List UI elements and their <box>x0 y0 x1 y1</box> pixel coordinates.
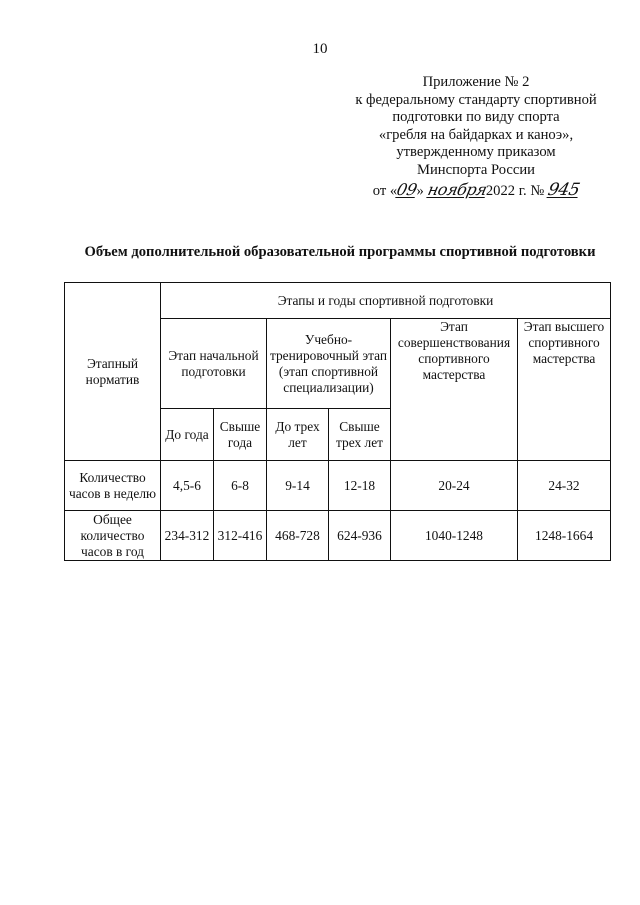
page-number: 10 <box>312 41 328 57</box>
table-row <box>65 461 611 511</box>
table-cell: 1040-1248 <box>391 511 518 561</box>
table-cell: 624-936 <box>329 511 391 561</box>
handwritten-month: ноября <box>425 179 488 199</box>
appendix-line: к федеральному стандарту спортивной <box>355 91 597 108</box>
order-date-line <box>340 181 612 201</box>
header-training-over-three: Свыше трех лет <box>329 409 391 461</box>
header-training-up-to-three: До трех лет <box>267 409 329 461</box>
table-cell: 1248-1664 <box>518 511 611 561</box>
header-initial-over-year: Свыше года <box>214 409 267 461</box>
handwritten-day: 09 <box>395 179 419 199</box>
table-cell: 234-312 <box>161 511 214 561</box>
table-cell: 4,5-6 <box>161 461 214 511</box>
table-cell: 12-18 <box>329 461 391 511</box>
header-initial-stage: Этап начальной подготовки <box>161 319 267 409</box>
table-row <box>65 511 611 561</box>
header-training-stage: Учебно-тренировочный этап (этап спортивной специализации) <box>267 319 391 409</box>
appendix-header <box>340 74 612 200</box>
table-cell: 312-416 <box>214 511 267 561</box>
program-volume-table <box>64 282 611 561</box>
appendix-line: Минспорта России <box>417 161 535 178</box>
header-stage-norm: Этапный норматив <box>65 283 161 461</box>
row-label: Количество часов в неделю <box>65 461 161 511</box>
table-cell: 6-8 <box>214 461 267 511</box>
appendix-line: утвержденному приказом <box>396 144 556 161</box>
date-quote-close: » <box>416 182 424 199</box>
header-initial-up-to-year: До года <box>161 409 214 461</box>
table-cell: 20-24 <box>391 461 518 511</box>
appendix-line: «гребля на байдарках и каноэ», <box>378 126 574 143</box>
table-cell: 468-728 <box>267 511 329 561</box>
date-prefix: от « <box>372 182 398 199</box>
header-perfection-stage: Этап совершенствования спортивного мастерства <box>391 319 518 461</box>
header-stages-group: Этапы и годы спортивной подготовки <box>161 283 611 319</box>
row-label: Общее количество часов в год <box>65 511 161 561</box>
header-higher-stage: Этап высшего спортивного мастерства <box>518 319 611 461</box>
year-and-number-label: 2022 г. № <box>485 182 545 199</box>
appendix-line: подготовки по виду спорта <box>392 109 560 126</box>
table-cell: 9-14 <box>267 461 329 511</box>
appendix-line: Приложение № 2 <box>422 74 530 90</box>
handwritten-order-number: 945 <box>546 179 582 200</box>
document-title: Объем дополнительной образовательной программы спортивной подготовки <box>84 244 596 260</box>
table-cell: 24-32 <box>518 461 611 511</box>
